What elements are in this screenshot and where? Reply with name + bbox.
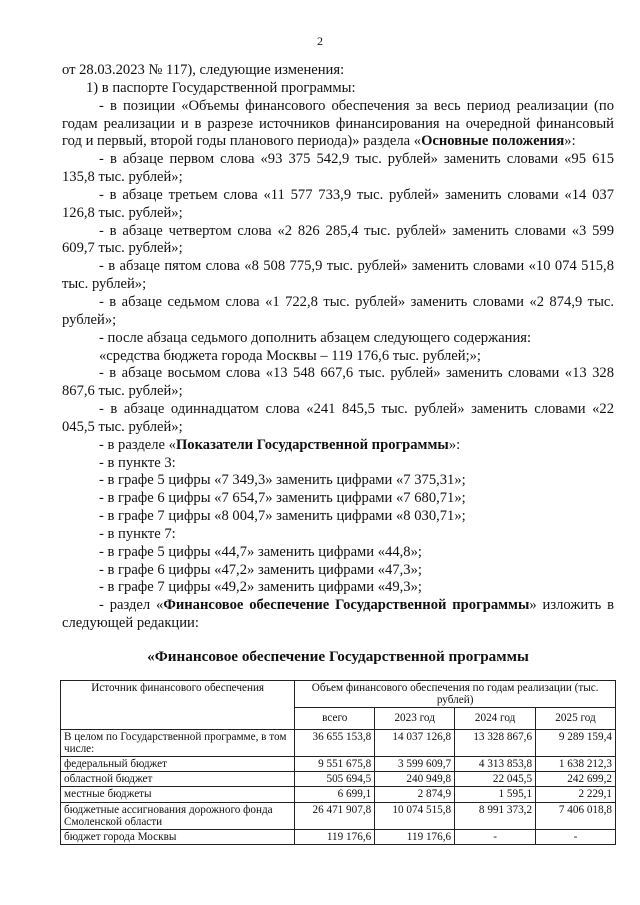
paragraph xyxy=(62,294,614,330)
row-value: 119 176,6 xyxy=(295,830,375,845)
table-title: «Финансовое обеспечение Государственной программы xyxy=(147,648,529,665)
header-year: всего xyxy=(295,708,375,729)
paragraph xyxy=(62,455,614,473)
paragraph-text: от 28.03.2023 № 117), следующие изменения: xyxy=(62,62,345,78)
paragraph-text: - в позиции «Объемы финансового обеспечения за весь период реализации (по годам реализации и в разрезе источников финансирования на очередной финансовый год и первый, второй годы планового периода)» раздела « xyxy=(62,97,614,150)
section-name: Показатели Государственной программы xyxy=(175,436,449,453)
section-name: Финансовое обеспечение Государственной программы xyxy=(163,597,530,614)
paragraph-text: - в абзаце первом слова «93 375 542,9 тыс. рублей» заменить словами «95 615 135,8 тыс. рублей»; xyxy=(62,151,614,186)
paragraph xyxy=(62,365,614,401)
paragraph-text: - в абзаце одиннадцатом слова «241 845,5 тыс. рублей» заменить словами «22 045,5 тыс. рублей»; xyxy=(62,401,614,435)
row-value: 13 328 867,6 xyxy=(455,729,536,756)
section-name: Основные положения xyxy=(421,133,565,150)
paragraph xyxy=(62,472,614,490)
page-number: 2 xyxy=(317,34,323,48)
paragraph-text: - в графе 7 цифры «8 004,7» заменить цифрами «8 030,71»; xyxy=(99,508,466,525)
row-source: местные бюджеты xyxy=(61,787,295,802)
paragraph-text-end: »: xyxy=(448,436,461,453)
paragraph xyxy=(62,330,614,348)
header-year: 2024 год xyxy=(455,708,536,729)
paragraph xyxy=(62,151,614,187)
paragraph xyxy=(62,348,614,366)
financing-table xyxy=(60,680,616,845)
row-value: 22 045,5 xyxy=(455,772,536,787)
paragraph xyxy=(62,258,614,294)
paragraph-text: - в абзаце восьмом слова «13 548 667,6 тыс. рублей» заменить словами «13 328 867,6 тыс. рублей»; xyxy=(62,365,614,400)
paragraph-text: - в графе 5 цифры «7 349,3» заменить цифрами «7 375,31»; xyxy=(99,472,466,489)
row-value: 240 949,8 xyxy=(375,772,455,787)
paragraph-text: - в абзаце седьмом слова «1 722,8 тыс. рублей» заменить словами «2 874,9 тыс. рублей»; xyxy=(62,293,614,328)
paragraph-text: 1) в паспорте Государственной программы: xyxy=(86,79,356,96)
paragraph-text: - в абзаце третьем слова «11 577 733,9 тыс. рублей» заменить словами «14 037 126,8 тыс. рублей»; xyxy=(62,186,614,221)
row-value: 119 176,6 xyxy=(375,830,455,845)
paragraph xyxy=(62,544,614,562)
row-source: федеральный бюджет xyxy=(61,757,295,772)
row-source: областной бюджет xyxy=(61,772,295,787)
paragraph-text-end: » изложить в следующей редакции: xyxy=(62,597,614,632)
row-value: 4 313 853,8 xyxy=(455,757,536,772)
paragraph xyxy=(62,62,614,80)
paragraph-text: - в пункте 7: xyxy=(99,525,176,542)
row-source: бюджет города Москвы xyxy=(61,830,295,845)
paragraph xyxy=(62,223,614,259)
row-value: 2 229,1 xyxy=(536,787,616,802)
paragraph xyxy=(62,187,614,223)
paragraph-text-end: »: xyxy=(564,133,576,150)
row-value: 3 599 609,7 xyxy=(375,757,455,772)
paragraph-text: - раздел « xyxy=(99,597,164,614)
row-source: В целом по Государственной программе, в том числе: xyxy=(61,729,295,756)
table-row xyxy=(61,772,616,787)
table-row xyxy=(61,830,616,845)
table-row xyxy=(61,787,616,802)
paragraph xyxy=(62,437,614,455)
paragraph-text: - в графе 5 цифры «44,7» заменить цифрами «44,8»; xyxy=(99,543,422,560)
row-value: 6 699,1 xyxy=(295,787,375,802)
header-year: 2025 год xyxy=(536,708,616,729)
paragraph xyxy=(62,80,614,98)
paragraph-text: - в графе 6 цифры «47,2» заменить цифрами «47,3»; xyxy=(99,561,422,578)
row-value: 8 991 373,2 xyxy=(455,802,536,829)
paragraph-text: «средства бюджета города Москвы – 119 176,6 тыс. рублей;»; xyxy=(99,347,481,364)
paragraph xyxy=(62,490,614,508)
paragraph-text: - в абзаце четвертом слова «2 826 285,4 тыс. рублей» заменить словами «3 599 609,7 тыс. рублей»; xyxy=(62,222,614,257)
table-row xyxy=(61,802,616,829)
document-body xyxy=(62,62,614,633)
paragraph xyxy=(62,98,614,152)
paragraph xyxy=(62,401,614,437)
table-row xyxy=(61,757,616,772)
table-row xyxy=(61,729,616,756)
row-value: 10 074 515,8 xyxy=(375,802,455,829)
row-value: 14 037 126,8 xyxy=(375,729,455,756)
row-value: 9 289 159,4 xyxy=(536,729,616,756)
paragraph xyxy=(62,579,614,597)
header-volume: Объем финансового обеспечения по годам реализации (тыс. рублей) xyxy=(295,681,616,708)
row-value: - xyxy=(455,830,536,845)
paragraph-text: - в графе 7 цифры «49,2» заменить цифрами «49,3»; xyxy=(99,579,422,596)
row-value: 36 655 153,8 xyxy=(295,729,375,756)
paragraph xyxy=(62,562,614,580)
row-value: 505 694,5 xyxy=(295,772,375,787)
row-value: 242 699,2 xyxy=(536,772,616,787)
paragraph-text: - в графе 6 цифры «7 654,7» заменить цифрами «7 680,71»; xyxy=(99,490,466,507)
row-value: 1 595,1 xyxy=(455,787,536,802)
paragraph-text: - в абзаце пятом слова «8 508 775,9 тыс. рублей» заменить словами «10 074 515,8 тыс. рублей»; xyxy=(62,258,614,293)
row-value: - xyxy=(536,830,616,845)
paragraph xyxy=(62,508,614,526)
header-source: Источник финансового обеспечения xyxy=(61,681,295,730)
row-source: бюджетные ассигнования дорожного фонда Смоленской области xyxy=(61,802,295,829)
row-value: 7 406 018,8 xyxy=(536,802,616,829)
header-year: 2023 год xyxy=(375,708,455,729)
paragraph xyxy=(62,597,614,633)
paragraph-text: - в разделе « xyxy=(99,436,176,453)
row-value: 2 874,9 xyxy=(375,787,455,802)
paragraph xyxy=(62,526,614,544)
row-value: 9 551 675,8 xyxy=(295,757,375,772)
paragraph-text: - в пункте 3: xyxy=(99,454,176,471)
row-value: 26 471 907,8 xyxy=(295,802,375,829)
row-value: 1 638 212,3 xyxy=(536,757,616,772)
paragraph-text: - после абзаца седьмого дополнить абзацем следующего содержания: xyxy=(99,329,532,346)
